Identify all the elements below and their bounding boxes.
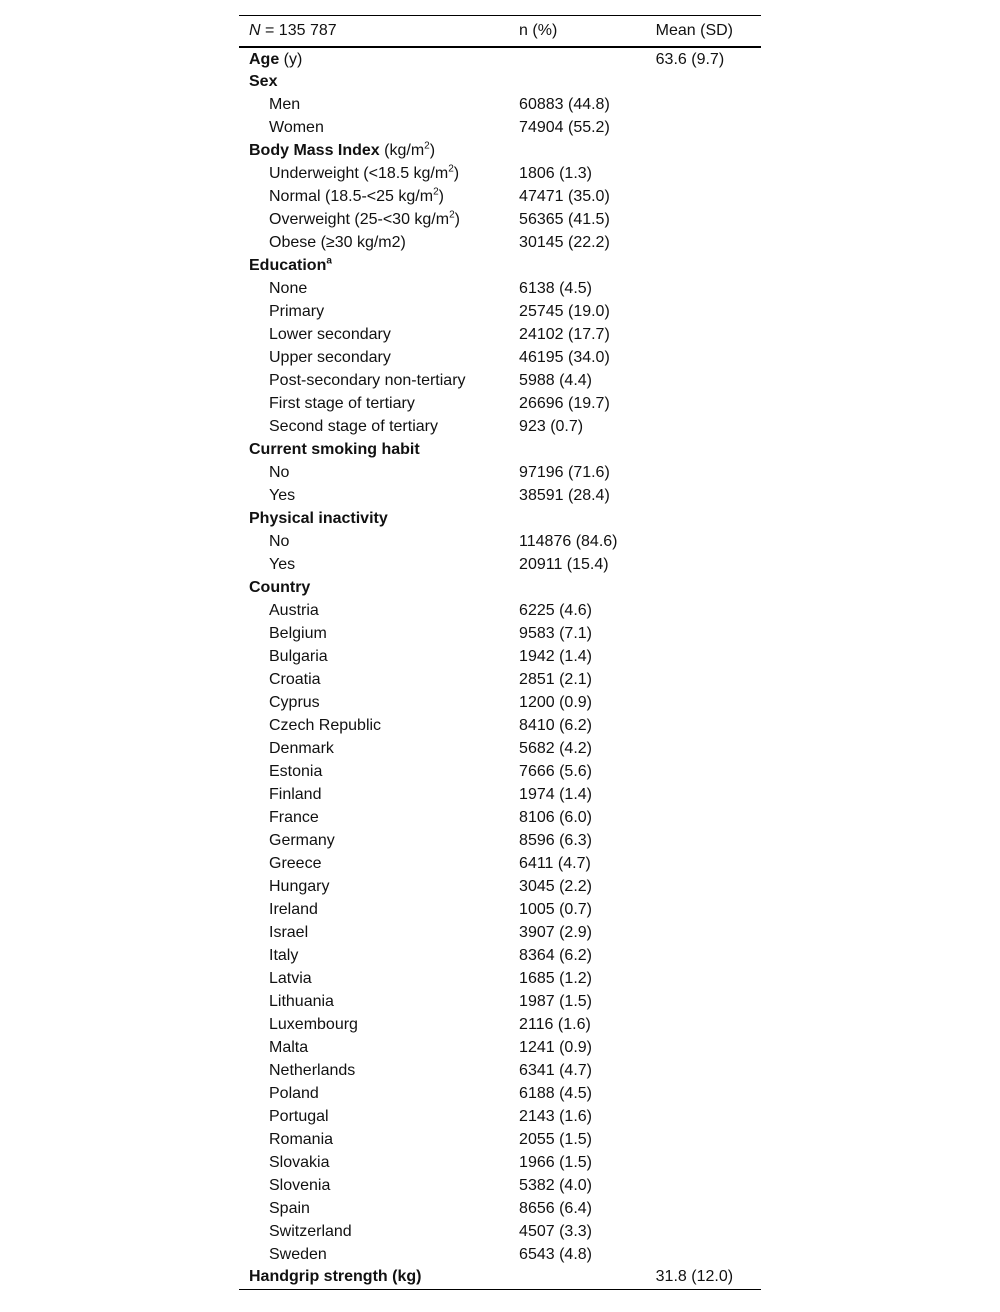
mean-sd-cell xyxy=(656,668,761,691)
mean-sd-cell xyxy=(656,875,761,898)
category-label xyxy=(239,300,519,323)
category-row xyxy=(239,323,761,346)
header-mean-sd: Mean (SD) xyxy=(655,22,734,39)
category-name: Czech Republic xyxy=(269,716,382,734)
variable-label xyxy=(239,139,519,162)
category-name: Germany xyxy=(269,831,335,849)
variable-row xyxy=(239,70,761,93)
variable-label xyxy=(239,438,519,461)
category-name: Sweden xyxy=(269,1245,327,1263)
category-row xyxy=(239,714,761,737)
category-label xyxy=(239,1220,519,1243)
category-name: Lithuania xyxy=(269,992,334,1010)
mean-sd-cell xyxy=(656,438,761,461)
mean-sd-cell xyxy=(656,231,761,254)
category-name: Underweight (<18.5 kg/m xyxy=(269,164,449,182)
n-percent-cell: 6225 (4.6) xyxy=(519,601,592,619)
variable-row xyxy=(239,438,761,461)
category-name: Switzerland xyxy=(269,1222,352,1240)
header-sample-size xyxy=(239,16,519,48)
category-row xyxy=(239,645,761,668)
mean-sd-cell xyxy=(656,208,761,231)
mean-sd-cell xyxy=(656,806,761,829)
variable-row xyxy=(239,1266,761,1289)
category-row xyxy=(239,668,761,691)
category-label xyxy=(239,760,519,783)
category-name: Cyprus xyxy=(269,693,320,711)
category-name: Poland xyxy=(269,1084,319,1102)
category-row xyxy=(239,921,761,944)
mean-sd-cell xyxy=(656,300,761,323)
category-name: Israel xyxy=(269,923,309,941)
category-row xyxy=(239,783,761,806)
category-row xyxy=(239,852,761,875)
variable-name: Current smoking habit xyxy=(249,440,420,458)
n-percent-cell: 2851 (2.1) xyxy=(519,670,592,688)
n-percent-cell xyxy=(519,438,656,461)
mean-sd-cell xyxy=(656,323,761,346)
n-percent-cell: 25745 (19.0) xyxy=(519,302,610,320)
characteristics-table-container xyxy=(239,15,761,1290)
category-label xyxy=(239,898,519,921)
category-label xyxy=(239,162,519,185)
category-row xyxy=(239,1151,761,1174)
category-name: Belgium xyxy=(269,624,327,642)
n-percent-cell: 97196 (71.6) xyxy=(519,463,610,481)
category-unit-close: ) xyxy=(454,210,460,228)
variable-name: Country xyxy=(249,578,311,596)
category-row xyxy=(239,277,761,300)
mean-sd-cell xyxy=(656,576,761,599)
mean-sd-cell xyxy=(656,898,761,921)
mean-sd-cell xyxy=(656,484,761,507)
mean-sd-cell xyxy=(656,277,761,300)
category-row xyxy=(239,461,761,484)
category-name: Denmark xyxy=(269,739,334,757)
category-label xyxy=(239,967,519,990)
category-label xyxy=(239,921,519,944)
mean-sd-cell xyxy=(656,599,761,622)
category-label xyxy=(239,484,519,507)
category-name: Women xyxy=(269,118,324,136)
mean-sd-cell xyxy=(656,415,761,438)
category-name: Spain xyxy=(269,1199,310,1217)
superscript: 2 xyxy=(449,209,455,221)
variable-name: Age xyxy=(249,50,280,68)
category-name: Slovakia xyxy=(269,1153,330,1171)
n-percent-cell: 5682 (4.2) xyxy=(519,739,592,757)
variable-label xyxy=(239,507,519,530)
category-row xyxy=(239,415,761,438)
category-row xyxy=(239,1013,761,1036)
n-percent-cell: 8106 (6.0) xyxy=(519,808,592,826)
mean-sd-cell xyxy=(656,1059,761,1082)
category-row xyxy=(239,737,761,760)
n-percent-cell: 1200 (0.9) xyxy=(519,693,592,711)
n-percent-cell: 1241 (0.9) xyxy=(519,1038,592,1056)
category-row xyxy=(239,622,761,645)
category-name: Upper secondary xyxy=(269,348,391,366)
category-name: Bulgaria xyxy=(269,647,328,665)
mean-sd-cell xyxy=(656,369,761,392)
variable-unit: (y) xyxy=(279,50,303,68)
mean-sd-cell xyxy=(656,70,761,93)
category-row xyxy=(239,1243,761,1266)
n-percent-cell: 1806 (1.3) xyxy=(519,164,592,182)
category-row xyxy=(239,1174,761,1197)
n-percent-cell: 1005 (0.7) xyxy=(519,900,592,918)
category-row xyxy=(239,1105,761,1128)
category-row xyxy=(239,392,761,415)
category-name: Post-secondary non-tertiary xyxy=(269,371,466,389)
n-percent-cell: 4507 (3.3) xyxy=(519,1222,592,1240)
category-label xyxy=(239,1082,519,1105)
category-row xyxy=(239,1128,761,1151)
category-row xyxy=(239,829,761,852)
category-row xyxy=(239,1082,761,1105)
mean-sd-cell xyxy=(656,254,761,277)
category-label xyxy=(239,599,519,622)
category-label xyxy=(239,714,519,737)
n-percent-cell: 60883 (44.8) xyxy=(519,95,610,113)
header-n-value: = 135 787 xyxy=(260,22,337,39)
n-percent-cell: 8410 (6.2) xyxy=(519,716,592,734)
category-name: Netherlands xyxy=(269,1061,356,1079)
mean-sd-cell xyxy=(656,392,761,415)
mean-sd-cell xyxy=(656,116,761,139)
n-percent-cell: 26696 (19.7) xyxy=(519,394,610,412)
mean-sd-cell: 63.6 (9.7) xyxy=(655,50,725,68)
n-percent-cell: 6188 (4.5) xyxy=(519,1084,592,1102)
mean-sd-cell xyxy=(656,760,761,783)
n-percent-cell: 6138 (4.5) xyxy=(519,279,592,297)
category-name: Primary xyxy=(269,302,325,320)
n-percent-cell: 1974 (1.4) xyxy=(519,785,592,803)
variable-row xyxy=(239,254,761,277)
n-percent-cell: 2055 (1.5) xyxy=(519,1130,592,1148)
category-row xyxy=(239,944,761,967)
superscript: 2 xyxy=(448,163,454,175)
category-label xyxy=(239,829,519,852)
characteristics-table xyxy=(239,15,761,1290)
mean-sd-cell xyxy=(656,1128,761,1151)
n-percent-cell: 2116 (1.6) xyxy=(519,1015,591,1033)
category-label xyxy=(239,185,519,208)
variable-label xyxy=(239,47,519,70)
mean-sd-cell xyxy=(656,139,761,162)
category-name: Obese (≥30 kg/m2) xyxy=(269,233,406,251)
category-label xyxy=(239,622,519,645)
category-row xyxy=(239,990,761,1013)
variable-name: Handgrip strength (kg) xyxy=(249,1268,422,1286)
mean-sd-cell xyxy=(656,162,761,185)
mean-sd-cell xyxy=(656,1151,761,1174)
mean-sd-cell xyxy=(656,737,761,760)
n-percent-cell: 1987 (1.5) xyxy=(519,992,592,1010)
category-label xyxy=(239,1197,519,1220)
category-row xyxy=(239,898,761,921)
category-name: Men xyxy=(269,95,301,113)
n-percent-cell xyxy=(519,1266,656,1289)
category-label xyxy=(239,691,519,714)
category-row xyxy=(239,300,761,323)
mean-sd-cell xyxy=(656,461,761,484)
variable-name: Sex xyxy=(249,72,278,90)
mean-sd-cell xyxy=(656,530,761,553)
category-name: Austria xyxy=(269,601,319,619)
category-row xyxy=(239,1036,761,1059)
category-row xyxy=(239,553,761,576)
category-name: Romania xyxy=(269,1130,334,1148)
n-percent-cell: 5382 (4.0) xyxy=(519,1176,592,1194)
n-percent-cell: 24102 (17.7) xyxy=(519,325,610,343)
category-label xyxy=(239,415,519,438)
category-row xyxy=(239,967,761,990)
n-percent-cell xyxy=(519,576,656,599)
category-row xyxy=(239,185,761,208)
category-name: None xyxy=(269,279,308,297)
mean-sd-cell xyxy=(656,1036,761,1059)
variable-row xyxy=(239,507,761,530)
mean-sd-cell xyxy=(656,185,761,208)
category-label xyxy=(239,1059,519,1082)
n-percent-cell: 74904 (55.2) xyxy=(519,118,610,136)
n-percent-cell: 1685 (1.2) xyxy=(519,969,592,987)
category-name: Lower secondary xyxy=(269,325,391,343)
category-label xyxy=(239,208,519,231)
category-row xyxy=(239,530,761,553)
category-label xyxy=(239,1128,519,1151)
n-percent-cell: 2143 (1.6) xyxy=(519,1107,592,1125)
category-label xyxy=(239,277,519,300)
n-percent-cell: 1966 (1.5) xyxy=(519,1153,592,1171)
category-name: Portugal xyxy=(269,1107,329,1125)
category-name: Normal (18.5-<25 kg/m xyxy=(269,187,434,205)
n-percent-cell: 5988 (4.4) xyxy=(519,371,592,389)
mean-sd-cell xyxy=(656,645,761,668)
category-row xyxy=(239,162,761,185)
category-label xyxy=(239,668,519,691)
n-percent-cell: 56365 (41.5) xyxy=(519,210,610,228)
mean-sd-cell xyxy=(656,921,761,944)
n-percent-cell xyxy=(519,139,656,162)
category-label xyxy=(239,1036,519,1059)
category-row xyxy=(239,1059,761,1082)
n-percent-cell: 8596 (6.3) xyxy=(519,831,592,849)
table-header-row xyxy=(239,16,761,48)
category-row xyxy=(239,806,761,829)
mean-sd-cell xyxy=(656,346,761,369)
category-name: Croatia xyxy=(269,670,321,688)
superscript: 2 xyxy=(433,186,439,198)
mean-sd-cell xyxy=(656,1082,761,1105)
category-name: Estonia xyxy=(269,762,323,780)
n-percent-cell xyxy=(519,47,656,70)
category-row xyxy=(239,93,761,116)
variable-row xyxy=(239,139,761,162)
category-row xyxy=(239,599,761,622)
category-label xyxy=(239,944,519,967)
category-name: No xyxy=(269,532,290,550)
variable-name: Body Mass Index xyxy=(249,141,380,159)
category-label xyxy=(239,737,519,760)
category-label xyxy=(239,990,519,1013)
variable-name: Education xyxy=(249,256,327,274)
category-label xyxy=(239,1013,519,1036)
category-name: France xyxy=(269,808,319,826)
category-name: Hungary xyxy=(269,877,330,895)
n-percent-cell: 38591 (28.4) xyxy=(519,486,610,504)
category-label xyxy=(239,1105,519,1128)
variable-label xyxy=(239,70,519,93)
variable-name: Physical inactivity xyxy=(249,509,388,527)
category-row xyxy=(239,231,761,254)
category-label xyxy=(239,1243,519,1266)
mean-sd-cell xyxy=(656,93,761,116)
n-percent-cell: 7666 (5.6) xyxy=(519,762,592,780)
header-n-percent: n (%) xyxy=(519,22,558,39)
category-name: Finland xyxy=(269,785,322,803)
n-percent-cell: 47471 (35.0) xyxy=(519,187,610,205)
variable-unit: (kg/m xyxy=(379,141,425,159)
category-name: Overweight (25-<30 kg/m xyxy=(269,210,450,228)
category-unit-close: ) xyxy=(453,164,460,182)
superscript: 2 xyxy=(424,140,430,152)
mean-sd-cell xyxy=(656,990,761,1013)
variable-label xyxy=(239,254,519,277)
category-name: Ireland xyxy=(269,900,318,918)
n-percent-cell: 6411 (4.7) xyxy=(519,854,591,872)
variable-row xyxy=(239,576,761,599)
n-percent-cell: 20911 (15.4) xyxy=(519,555,609,573)
footnote-marker: a xyxy=(326,255,332,267)
category-label xyxy=(239,369,519,392)
category-row xyxy=(239,346,761,369)
mean-sd-cell xyxy=(656,1174,761,1197)
n-percent-cell: 3907 (2.9) xyxy=(519,923,592,941)
variable-row xyxy=(239,47,761,70)
category-label xyxy=(239,392,519,415)
category-name: Greece xyxy=(269,854,322,872)
category-name: Slovenia xyxy=(269,1176,331,1194)
mean-sd-cell xyxy=(656,1243,761,1266)
variable-unit-close: ) xyxy=(429,141,436,159)
category-label xyxy=(239,116,519,139)
variable-label xyxy=(239,1266,519,1289)
category-row xyxy=(239,1197,761,1220)
mean-sd-cell xyxy=(656,691,761,714)
n-percent-cell: 6341 (4.7) xyxy=(519,1061,592,1079)
category-label xyxy=(239,323,519,346)
category-label xyxy=(239,875,519,898)
category-label xyxy=(239,783,519,806)
n-percent-cell: 8364 (6.2) xyxy=(519,946,592,964)
category-row xyxy=(239,691,761,714)
category-name: First stage of tertiary xyxy=(269,394,415,412)
n-percent-cell: 8656 (6.4) xyxy=(519,1199,592,1217)
n-percent-cell xyxy=(519,254,656,277)
n-percent-cell: 114876 (84.6) xyxy=(519,532,618,550)
mean-sd-cell xyxy=(656,1197,761,1220)
category-label xyxy=(239,852,519,875)
category-name: Second stage of tertiary xyxy=(269,417,438,435)
n-percent-cell xyxy=(519,70,656,93)
category-label xyxy=(239,645,519,668)
mean-sd-cell xyxy=(656,1013,761,1036)
header-n-symbol: N xyxy=(249,22,261,39)
table-body xyxy=(239,47,761,1289)
category-row xyxy=(239,208,761,231)
mean-sd-cell xyxy=(656,967,761,990)
n-percent-cell: 1942 (1.4) xyxy=(519,647,592,665)
category-label xyxy=(239,530,519,553)
mean-sd-cell xyxy=(656,944,761,967)
category-row xyxy=(239,1220,761,1243)
category-row xyxy=(239,760,761,783)
category-name: No xyxy=(269,463,290,481)
category-label xyxy=(239,806,519,829)
category-label xyxy=(239,461,519,484)
mean-sd-cell xyxy=(656,783,761,806)
category-name: Latvia xyxy=(269,969,312,987)
n-percent-cell: 9583 (7.1) xyxy=(519,624,592,642)
n-percent-cell: 46195 (34.0) xyxy=(519,348,610,366)
variable-label xyxy=(239,576,519,599)
category-row xyxy=(239,484,761,507)
category-label xyxy=(239,553,519,576)
category-row xyxy=(239,369,761,392)
n-percent-cell: 923 (0.7) xyxy=(519,417,584,435)
n-percent-cell xyxy=(519,507,656,530)
mean-sd-cell xyxy=(656,553,761,576)
category-label xyxy=(239,1151,519,1174)
mean-sd-cell xyxy=(656,622,761,645)
mean-sd-cell xyxy=(656,1220,761,1243)
category-unit-close: ) xyxy=(438,187,444,205)
category-row xyxy=(239,875,761,898)
category-name: Yes xyxy=(269,486,296,504)
mean-sd-cell xyxy=(656,507,761,530)
mean-sd-cell xyxy=(656,714,761,737)
category-label xyxy=(239,93,519,116)
category-label xyxy=(239,1174,519,1197)
category-name: Yes xyxy=(269,555,296,573)
mean-sd-cell: 31.8 (12.0) xyxy=(655,1268,734,1286)
mean-sd-cell xyxy=(656,829,761,852)
n-percent-cell: 3045 (2.2) xyxy=(519,877,592,895)
mean-sd-cell xyxy=(656,852,761,875)
n-percent-cell: 6543 (4.8) xyxy=(519,1245,592,1263)
mean-sd-cell xyxy=(656,1105,761,1128)
category-label xyxy=(239,231,519,254)
category-name: Luxembourg xyxy=(269,1015,358,1033)
category-row xyxy=(239,116,761,139)
category-name: Italy xyxy=(269,946,299,964)
category-label xyxy=(239,346,519,369)
n-percent-cell: 30145 (22.2) xyxy=(519,233,610,251)
category-name: Malta xyxy=(269,1038,309,1056)
